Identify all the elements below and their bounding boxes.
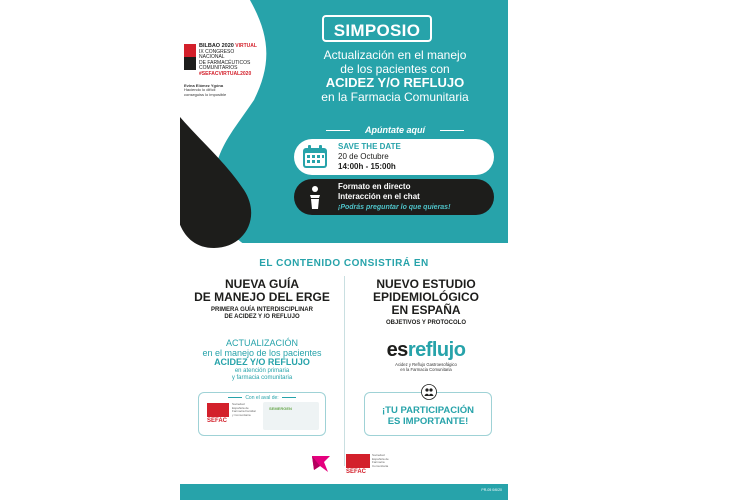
- content-heading: EL CONTENIDO CONSISTIRÁ EN: [259, 258, 429, 269]
- guide-subtitle: PRIMERA GUÍA INTERDISCIPLINAR: [211, 307, 313, 313]
- endorsement-box: [198, 392, 326, 436]
- congress-line: DE FARMACÉUTICOS: [199, 59, 251, 66]
- sefac-wordmark: SEFAC: [207, 418, 228, 424]
- update-line: en atención primaria: [234, 367, 290, 374]
- title-line: en la Farmacia Comunitaria: [321, 90, 469, 104]
- semergen-logo: [263, 402, 319, 430]
- study-title: EPIDEMIOLÓGICO: [372, 290, 479, 304]
- people-icon: [421, 384, 437, 400]
- update-line: en el manejo de los pacientes: [202, 347, 322, 358]
- event-date: 20 de Octubre: [338, 152, 389, 161]
- sefac-description: Sociedad Española de Farmacia Familiar y Comunitaria: [232, 402, 257, 417]
- participation-text: ES IMPORTANTE!: [387, 416, 469, 427]
- participation-text: ¡TU PARTICIPACIÓN: [381, 405, 474, 416]
- save-the-date-heading: SAVE THE DATE: [338, 142, 401, 151]
- esreflujo-tagline: en la Farmacia Comunitaria: [400, 367, 452, 372]
- sponsor-logos: [180, 452, 508, 477]
- speaker-podium-icon: [302, 184, 328, 210]
- virtual-badge: VIRTUAL: [235, 43, 257, 49]
- sponsor-logo-icon: [310, 454, 332, 474]
- participation-box: [364, 392, 492, 436]
- congress-hashtag: #SEFACVIRTUAL2020: [199, 70, 252, 77]
- format-pill: [294, 179, 494, 215]
- congress-sub: Evina Elómez Ygóna: [184, 82, 224, 88]
- sefac-logo: [207, 403, 257, 433]
- format-line: Formato en directo: [338, 182, 411, 191]
- congress-city: BILBAO 2020: [199, 43, 234, 49]
- sefac-footer-logo: [346, 454, 392, 476]
- esreflujo-logo: [346, 339, 506, 372]
- document-code: PR-05 0/6/20: [481, 488, 502, 492]
- esreflujo-logo-prefix: es: [386, 339, 408, 361]
- update-highlight: ACIDEZ Y/O REFLUJO: [214, 357, 310, 367]
- sefac-logo-icon: [346, 454, 370, 468]
- congress-line: NACIONAL: [199, 54, 225, 61]
- format-line: Interacción en el chat: [338, 192, 420, 201]
- study-title: NUEVO ESTUDIO: [376, 277, 476, 291]
- sefac-logo-icon: [207, 403, 229, 417]
- guide-column: [182, 278, 342, 382]
- congress-sub: conseguiss lo imposible: [184, 91, 227, 97]
- format-highlight: ¡Podrás preguntar lo que quieras!: [338, 204, 451, 211]
- event-time: 14:00h - 15:00h: [338, 162, 396, 171]
- simposio-badge: SIMPOSIO: [322, 15, 432, 42]
- update-heading: ACTUALIZACIÓN: [225, 338, 298, 348]
- column-divider: [344, 276, 345, 466]
- save-the-date-pill: [294, 139, 494, 175]
- title-highlight: ACIDEZ Y/O REFLUJO: [325, 75, 465, 90]
- arrow-line-icon: [326, 130, 350, 131]
- study-column: [346, 278, 506, 372]
- esreflujo-logo-word: reflujo: [407, 339, 466, 361]
- congress-sub: Haciendo lo difícil: [184, 87, 216, 93]
- update-line: y farmacia comunitaria: [231, 374, 293, 381]
- sefac-wordmark: SEFAC: [346, 469, 367, 475]
- footer-band: [180, 484, 508, 500]
- congress-line: COMUNITARIOS: [199, 65, 238, 72]
- guide-title: DE MANEJO DEL ERGE: [194, 290, 330, 304]
- event-title: [285, 48, 505, 104]
- title-line: Actualización en el manejo: [323, 48, 467, 62]
- endorsement-label: Con el aval de:: [199, 395, 325, 401]
- guide-title: NUEVA GUÍA: [224, 277, 299, 291]
- signup-link-label: Apúntate aquí: [365, 125, 425, 135]
- study-title: EN ESPAÑA: [391, 303, 461, 317]
- semergen-wordmark: SEMERGEN: [269, 406, 292, 411]
- white-drop-shape: [180, 0, 274, 250]
- title-line: de los pacientes con: [340, 62, 450, 76]
- congress-line: IX CONGRESO: [199, 48, 235, 55]
- guide-subtitle: DE ACIDEZ Y /O REFLUJO: [224, 314, 300, 320]
- study-subtitle: OBJETIVOS Y PROTOCOLO: [385, 320, 467, 326]
- sefac-description: Sociedad Española de Farmacia Comunitaria: [372, 453, 389, 468]
- esreflujo-tagline: Acidez y Reflujo Gastroesofágico: [395, 362, 457, 367]
- signup-link[interactable]: [320, 124, 470, 136]
- congress-brand: [184, 44, 270, 97]
- congress-logo-icon: [184, 44, 196, 70]
- calendar-icon: [302, 144, 328, 170]
- poster: [180, 0, 508, 500]
- arrow-line-icon: [440, 130, 464, 131]
